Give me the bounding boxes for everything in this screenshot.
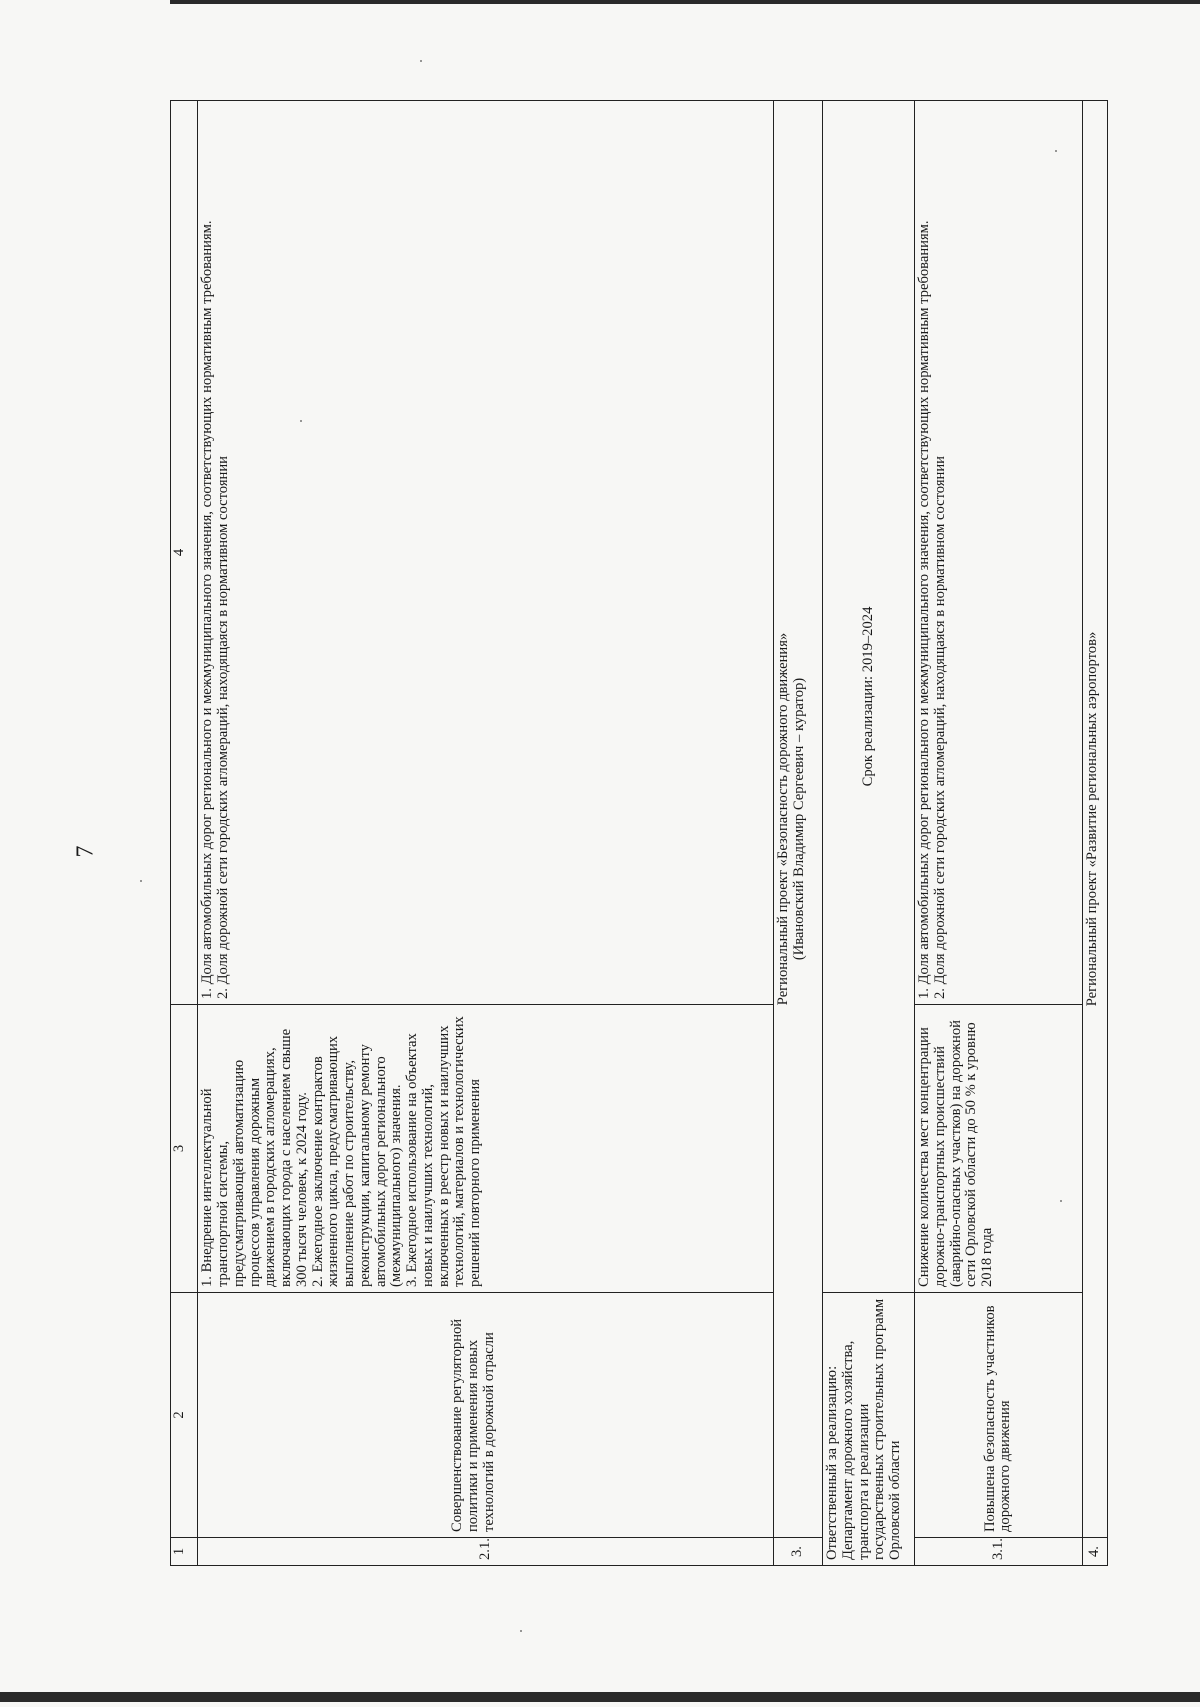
responsible-cell: Ответственный за реализацию: Департамент дорожного хозяйства, транспорта и реализации государственных строительных программ Орловской области: [823, 1293, 915, 1566]
scan-speck: [420, 60, 422, 62]
results-cell: [198, 1005, 774, 1293]
result-item: 2. Ежегодное заключение контрактов жизненного цикла, предусматривающих выполнение работ по строительству, реконструкции, капитальному ремонту автомобильных дорог регионального (межмуниципального) значения.: [309, 1035, 405, 1287]
table-row-3-1: [915, 101, 1083, 1566]
header-cell-4: 4: [171, 101, 198, 1005]
row-number: 2.1.: [198, 1538, 774, 1566]
header-cell-2: 2: [171, 1293, 198, 1538]
table-row-4: [1082, 101, 1107, 1566]
task-name: Совершенствование регуляторной политики и применения новых технологий в дорожной отрасли: [198, 1293, 774, 1538]
result-item: 1. Внедрение интеллектуальной транспортной системы, предусматривающей автоматизацию процессов управления дорожным движением в городских агломерациях, включающих города с населением свыше 300 тысяч человек, к 2024 году.: [199, 1028, 310, 1287]
indicator-item: 1. Доля автомобильных дорог регионального и межмуниципального значения, соответствующих нормативным требованиям.: [199, 220, 216, 999]
page-number: 7: [72, 845, 99, 858]
scan-edge-top: [170, 0, 1200, 4]
indicator-item: 2. Доля дорожной сети городских агломераций, находящаяся в нормативном состоянии: [931, 456, 948, 999]
row-number: 3.1.: [915, 1538, 1083, 1566]
scan-edge-bottom: [0, 1692, 1200, 1702]
header-cell-1: 1: [171, 1538, 198, 1566]
period-cell: Срок реализации: 2019–2024: [823, 101, 915, 1293]
indicators-cell: [915, 101, 1083, 1005]
table-row-responsible: [823, 101, 915, 1566]
project-curator-line: (Ивановский Владимир Сергеевич – куратор): [790, 677, 807, 961]
scan-speck: [140, 880, 142, 882]
regional-projects-table: [170, 100, 1108, 1566]
rotated-table-wrapper: [170, 101, 1108, 1566]
indicators-cell: [198, 101, 774, 1005]
header-cell-3: 3: [171, 1005, 198, 1293]
table-row-2-1: [198, 101, 774, 1566]
row-number: 3.: [773, 1538, 822, 1566]
regional-project-title: Региональный проект «Развитие региональных аэропортов»: [1082, 101, 1107, 1538]
project-title-line: Региональный проект «Безопасность дорожного движения»: [774, 632, 791, 1006]
header-row: [171, 101, 198, 1566]
result-item: 3. Ежегодное использование на объектах новых и наилучших технологий, включенных в реестр новых и наилучших технологий, материалов и технологических решений повторного применения: [404, 1016, 484, 1287]
indicator-item: 2. Доля дорожной сети городских агломераций, находящаяся в нормативном состоянии: [215, 456, 232, 999]
scan-speck: [520, 1630, 522, 1632]
indicator-item: 1. Доля автомобильных дорог регионального и межмуниципального значения, соответствующих нормативным требованиям.: [916, 220, 933, 999]
row-number: 4.: [1082, 1538, 1107, 1566]
result-cell: Снижение количества мест концентрации дорожно-транспортных происшествий (аварийно-опасных участков) на дорожной сети Орловской области до 50 % к уровню 2018 года: [915, 1005, 1083, 1293]
regional-project-title: [773, 101, 822, 1538]
table-row-3: [773, 101, 822, 1566]
task-name: Повышена безопасность участников дорожного движения: [915, 1293, 1083, 1538]
